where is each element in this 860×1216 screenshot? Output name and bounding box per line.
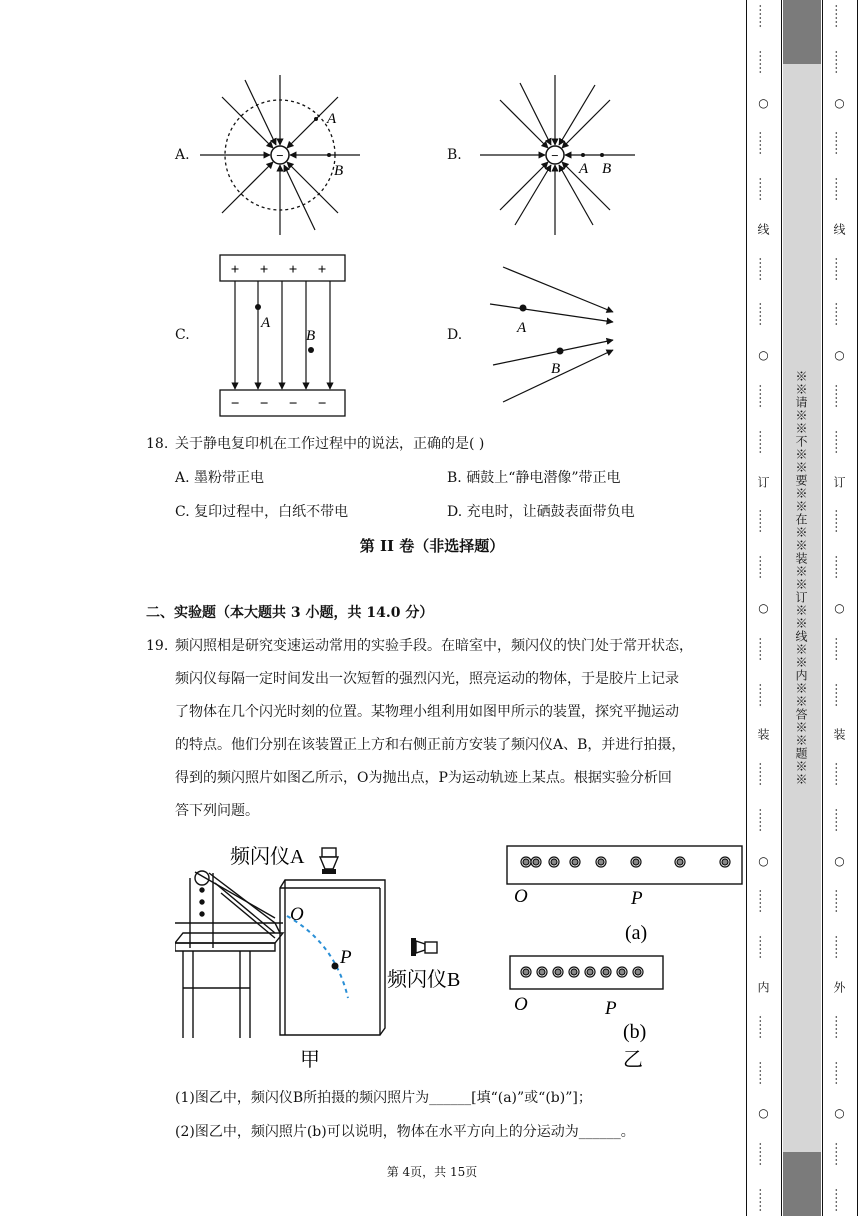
figure-jia-caption: 甲 — [300, 1049, 320, 1071]
binder-warning-strip — [783, 0, 821, 1216]
binder-dots-mark: …… — [756, 1060, 771, 1085]
volume-title: 第 II 卷（非选择题） — [359, 537, 505, 555]
svg-text:−: − — [259, 396, 269, 412]
binder-dots-mark: …… — [832, 935, 847, 960]
binder-char-mark: 线 — [832, 222, 846, 235]
binder-dots-mark: …… — [756, 935, 771, 960]
point-b-label: B — [334, 163, 344, 179]
svg-text:+: + — [230, 262, 240, 278]
figure-jia-apparatus — [175, 838, 475, 1073]
q17-option-b-label: B. — [447, 147, 462, 163]
binder-dots-mark: …… — [832, 762, 847, 787]
binder-dots-mark: …… — [832, 429, 847, 454]
q17-option-d-label: D. — [447, 327, 463, 343]
photo-a-o-label: O — [514, 886, 528, 907]
binder-dots-mark: …… — [832, 302, 847, 327]
binder-dots-mark: …… — [832, 49, 847, 74]
binder-dots-mark: …… — [756, 1187, 771, 1212]
q18-option-a: A. 墨粉带正电 — [175, 470, 265, 486]
binder-circle-mark: ○ — [756, 853, 771, 868]
camera-b-icon — [411, 938, 437, 956]
binder-dots-mark: …… — [832, 889, 847, 914]
binder-char-mark: 装 — [756, 728, 770, 741]
binder-circle-mark: ○ — [832, 600, 847, 615]
binder-dots-mark: …… — [756, 49, 771, 74]
binder-circle-mark: ○ — [832, 95, 847, 110]
binder-dots-mark: …… — [832, 555, 847, 580]
binder-dots-mark: …… — [832, 1060, 847, 1085]
q17-option-c-label: C. — [175, 327, 190, 343]
figure-a-field-lines — [200, 75, 360, 240]
binder-dots-mark: …… — [832, 1187, 847, 1212]
figure-yi-caption: 乙 — [623, 1049, 643, 1071]
figure-yi-photos — [505, 838, 750, 1073]
binder-dots-mark: …… — [832, 131, 847, 156]
binder-dots-mark: …… — [756, 131, 771, 156]
flash-b-label: 频闪仪B — [387, 969, 461, 991]
binder-circle-mark: ○ — [756, 600, 771, 615]
binder-inner-marks — [747, 4, 780, 1212]
binder-dots-mark: …… — [756, 429, 771, 454]
q18-option-b: B. 硒鼓上“静电潜像”带正电 — [447, 470, 621, 486]
point-a-label: A — [261, 315, 271, 331]
binder-char-mark: 外 — [832, 980, 846, 993]
point-o-label: O — [290, 904, 304, 925]
binder-char-mark: 线 — [756, 222, 770, 235]
svg-text:+: + — [259, 262, 269, 278]
binder-dots-mark: …… — [832, 807, 847, 832]
binder-dots-mark: …… — [832, 177, 847, 202]
point-a-label: A — [579, 161, 589, 177]
binder-char-mark: 订 — [832, 475, 846, 488]
binder-dots-mark: …… — [756, 682, 771, 707]
binder-dots-mark: …… — [832, 256, 847, 281]
binder-circle-mark: ○ — [756, 348, 771, 363]
charge-sign: − — [276, 148, 284, 163]
photo-b-p-label: P — [605, 998, 617, 1019]
photo-b-caption: (b) — [623, 1021, 647, 1043]
q18-stem: 关于静电复印机在工作过程中的说法，正确的是( ) — [175, 436, 485, 452]
svg-text:−: − — [288, 396, 298, 412]
photo-a-caption: (a) — [625, 922, 648, 944]
svg-text:−: − — [230, 396, 240, 412]
binder-dots-mark: …… — [756, 762, 771, 787]
binder-dots-mark: …… — [756, 555, 771, 580]
binder-dots-mark: …… — [832, 1014, 847, 1039]
point-b-label: B — [551, 361, 561, 377]
svg-text:−: − — [551, 148, 559, 163]
binder-inner-column — [746, 0, 782, 1216]
binder-outer-column — [822, 0, 858, 1216]
point-a-label: A — [327, 111, 337, 127]
binder-dots-mark: …… — [756, 889, 771, 914]
section-title: 二、实验题（本大题共 3 小题，共 14.0 分） — [146, 605, 434, 621]
point-b-label: B — [306, 328, 316, 344]
point-a-label: A — [517, 320, 527, 336]
binder-dots-mark: …… — [756, 509, 771, 534]
q18-number: 18. — [146, 436, 169, 452]
photo-a-p-label: P — [631, 888, 643, 909]
binder-circle-mark: ○ — [832, 1106, 847, 1121]
binder-circle-mark: ○ — [832, 853, 847, 868]
binder-char-mark: 内 — [756, 980, 770, 993]
figure-c-parallel-plates — [215, 252, 355, 422]
photo-b-o-label: O — [514, 994, 528, 1015]
figure-b-field-lines — [475, 75, 640, 240]
figure-d-field-lines — [485, 262, 625, 412]
binder-dots-mark: …… — [756, 1142, 771, 1167]
page-footer: 第 4页，共 15页 — [386, 1165, 478, 1179]
point-b-label: B — [602, 161, 612, 177]
q19-sub1: (1)图乙中，频闪仪B所拍摄的频闪照片为______[填“(a)”或“(b)”]； — [175, 1090, 592, 1106]
svg-text:+: + — [317, 262, 327, 278]
binder-circle-mark: ○ — [756, 1106, 771, 1121]
binder-dots-mark: …… — [832, 384, 847, 409]
q18-option-d: D. 充电时，让硒鼓表面带负电 — [447, 504, 635, 520]
q19-body: 频闪照相是研究变速运动常用的实验手段。在暗室中，频闪仪的快门处于常开状态， 频闪仪每隔一定时间发出一次短暂的强烈闪光，照亮运动的物体，于是胶片上记录 了物体在几个闪光时刻的位置。某物理小组利用如图甲所示的装置，探究平抛运动 的特点。他们分别在该装置正上方和右侧正前方安装了频闪仪A、B，并进行拍摄， 得到的频闪照片如图乙所示，O为抛出点，P为运动轨迹上某点。根据实验分析回 答下列问题。 — [175, 638, 693, 819]
q18-option-c: C. 复印过程中，白纸不带电 — [175, 504, 349, 520]
q19-number: 19. — [146, 638, 169, 654]
binder-circle-mark: ○ — [832, 348, 847, 363]
binder-dots-mark: …… — [756, 636, 771, 661]
flash-a-label: 频闪仪A — [230, 846, 305, 868]
binder-dots-mark: …… — [756, 807, 771, 832]
binder-dots-mark: …… — [832, 1142, 847, 1167]
binder-dots-mark: …… — [756, 4, 771, 28]
binder-circle-mark: ○ — [756, 95, 771, 110]
q19-sub2: (2)图乙中，频闪照片(b)可以说明，物体在水平方向上的分运动为______。 — [175, 1124, 635, 1140]
binder-dots-mark: …… — [756, 177, 771, 202]
svg-text:+: + — [288, 262, 298, 278]
svg-text:−: − — [317, 396, 327, 412]
binder-dots-mark: …… — [756, 256, 771, 281]
q17-option-a-label: A. — [175, 147, 190, 163]
binder-dots-mark: …… — [756, 384, 771, 409]
binder-dots-mark: …… — [832, 636, 847, 661]
point-p-label: P — [340, 947, 352, 968]
binder-outer-marks — [823, 4, 856, 1212]
binder-dots-mark: …… — [756, 302, 771, 327]
binder-warning-text: ※※请※※不※※要※※在※※装※※订※※线※※内※※答※※题※※ — [794, 370, 808, 786]
binder-dots-mark: …… — [832, 682, 847, 707]
binder-char-mark: 订 — [756, 475, 770, 488]
binder-dots-mark: …… — [832, 4, 847, 28]
binder-dots-mark: …… — [832, 509, 847, 534]
camera-a-icon — [320, 848, 338, 874]
binder-dots-mark: …… — [756, 1014, 771, 1039]
binder-char-mark: 装 — [832, 728, 846, 741]
trajectory-curve — [287, 916, 348, 998]
